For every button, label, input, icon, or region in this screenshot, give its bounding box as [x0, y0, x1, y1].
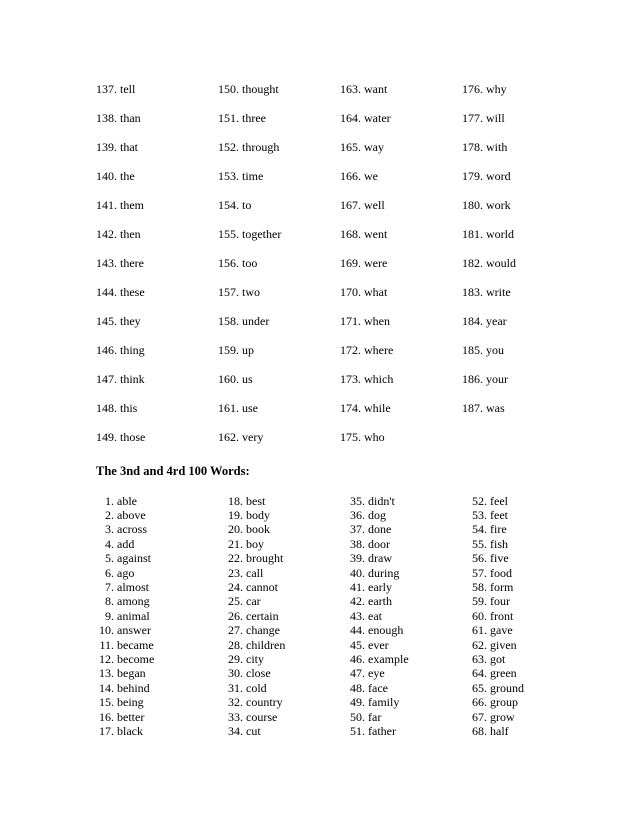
word-entry	[469, 494, 591, 509]
word-entry: 175. who	[340, 430, 385, 444]
word-text: across	[117, 522, 147, 537]
word-row	[96, 724, 591, 738]
word-entry	[96, 508, 218, 523]
word-entry	[469, 666, 591, 681]
word-number: 10.	[99, 623, 114, 638]
word-number: 42.	[350, 594, 365, 609]
word-number: 52.	[472, 493, 487, 508]
word-entry: 143. there	[96, 256, 144, 270]
word-number: 41.	[350, 580, 365, 595]
word-text: began	[117, 666, 146, 681]
word-text: got	[490, 652, 506, 666]
word-number: 45.	[350, 637, 365, 652]
word-text: family	[368, 695, 400, 710]
word-number: 39.	[350, 551, 365, 566]
word-list-137-187	[96, 75, 584, 452]
word-number: 53.	[472, 508, 487, 523]
word-number: 65.	[472, 680, 487, 695]
word-text: feet	[490, 508, 508, 523]
word-row	[96, 652, 591, 666]
word-text: close	[246, 666, 271, 681]
word-number: 32.	[228, 695, 243, 710]
word-row	[96, 681, 591, 695]
word-text: form	[490, 580, 514, 595]
word-number: 58.	[472, 580, 487, 595]
word-text: given	[490, 637, 517, 652]
word-entry: 176. why	[462, 82, 507, 96]
word-entry: 144. these	[96, 285, 145, 299]
word-text: certain	[246, 608, 279, 623]
word-text: being	[117, 695, 144, 710]
word-entry	[96, 551, 218, 566]
word-number: 56.	[472, 551, 487, 566]
word-entry: 154. to	[218, 198, 252, 212]
word-number: 37.	[350, 522, 365, 537]
word-entry: 141. them	[96, 198, 144, 212]
word-entry	[469, 566, 591, 581]
word-text: almost	[117, 580, 149, 595]
word-number: 24.	[228, 580, 243, 595]
word-text: front	[490, 608, 514, 623]
word-entry	[96, 609, 218, 624]
word-entry: 160. us	[218, 372, 253, 386]
word-entry	[469, 710, 591, 725]
word-entry	[347, 638, 469, 653]
word-text: book	[246, 522, 270, 537]
word-row	[96, 638, 591, 652]
word-text: example	[368, 652, 409, 666]
word-number: 63.	[472, 652, 487, 666]
word-number: 11.	[99, 637, 114, 652]
word-number: 62.	[472, 637, 487, 652]
word-number: 46.	[350, 652, 365, 666]
word-row	[96, 365, 584, 394]
word-entry: 152. through	[218, 140, 280, 154]
word-entry	[469, 724, 591, 739]
word-number: 7.	[105, 580, 114, 595]
word-entry	[469, 522, 591, 537]
word-number: 60.	[472, 608, 487, 623]
word-row	[96, 566, 591, 580]
word-text: able	[117, 493, 137, 508]
word-entry	[469, 551, 591, 566]
word-entry: 158. under	[218, 314, 270, 328]
word-number: 54.	[472, 522, 487, 537]
word-number: 43.	[350, 608, 365, 623]
word-text: food	[490, 565, 512, 580]
word-text: group	[490, 695, 518, 710]
word-entry	[347, 681, 469, 696]
word-text: animal	[117, 608, 150, 623]
word-row	[96, 191, 584, 220]
word-entry: 155. together	[218, 227, 282, 241]
word-text: became	[117, 637, 154, 652]
word-entry: 185. you	[462, 343, 504, 357]
word-entry	[469, 638, 591, 653]
word-entry	[469, 537, 591, 552]
word-entry: 165. way	[340, 140, 384, 154]
word-text: done	[368, 522, 392, 537]
word-entry	[96, 681, 218, 696]
word-entry: 179. word	[462, 169, 511, 183]
word-entry	[96, 580, 218, 595]
word-number: 28.	[228, 637, 243, 652]
word-entry	[347, 508, 469, 523]
word-entry	[218, 494, 347, 509]
word-text: green	[490, 666, 517, 681]
word-entry: 173. which	[340, 372, 394, 386]
word-entry: 177. will	[462, 111, 505, 125]
word-number: 3.	[105, 522, 114, 537]
word-text: enough	[368, 623, 404, 638]
word-entry: 182. would	[462, 256, 516, 270]
word-text: above	[117, 508, 146, 523]
word-entry: 169. were	[340, 256, 388, 270]
word-text: draw	[368, 551, 392, 566]
word-row	[96, 695, 591, 709]
word-entry: 186. your	[462, 372, 508, 386]
word-entry: 161. use	[218, 401, 258, 415]
word-text: half	[490, 723, 509, 738]
word-entry	[218, 551, 347, 566]
word-text: father	[368, 723, 396, 738]
word-entry	[347, 695, 469, 710]
word-entry	[96, 666, 218, 681]
word-row	[96, 394, 584, 423]
word-number: 30.	[228, 666, 243, 681]
word-text: become	[117, 652, 155, 666]
word-entry: 167. well	[340, 198, 385, 212]
word-entry	[96, 638, 218, 653]
word-text: car	[246, 594, 261, 609]
word-text: children	[246, 637, 286, 652]
word-entry	[96, 494, 218, 509]
word-number: 36.	[350, 508, 365, 523]
word-number: 15.	[99, 695, 114, 710]
word-text: better	[117, 709, 145, 724]
word-number: 29.	[228, 652, 243, 666]
word-entry	[218, 666, 347, 681]
word-entry	[218, 681, 347, 696]
word-entry: 180. work	[462, 198, 511, 212]
word-row	[96, 595, 591, 609]
word-entry	[469, 580, 591, 595]
word-entry: 153. time	[218, 169, 264, 183]
word-text: earth	[368, 594, 392, 609]
word-text: feel	[490, 493, 508, 508]
word-text: dog	[368, 508, 386, 523]
word-text: four	[490, 594, 510, 609]
word-text: add	[117, 536, 135, 551]
word-list-1-68	[96, 494, 591, 739]
word-text: eye	[368, 666, 385, 681]
word-entry	[347, 580, 469, 595]
word-row	[96, 133, 584, 162]
word-number: 61.	[472, 623, 487, 638]
word-row	[96, 423, 584, 452]
word-entry	[469, 609, 591, 624]
word-text: behind	[117, 680, 150, 695]
word-entry: 166. we	[340, 169, 378, 183]
word-entry: 183. write	[462, 285, 511, 299]
word-entry	[218, 652, 347, 667]
word-text: body	[246, 508, 270, 523]
word-row	[96, 609, 591, 623]
word-number: 38.	[350, 536, 365, 551]
word-entry: 174. while	[340, 401, 391, 415]
word-number: 35.	[350, 493, 365, 508]
word-text: city	[246, 652, 264, 666]
word-entry	[347, 609, 469, 624]
word-text: ever	[368, 637, 389, 652]
word-row	[96, 667, 591, 681]
word-entry: 148. this	[96, 401, 138, 415]
word-entry	[218, 508, 347, 523]
word-entry: 164. water	[340, 111, 391, 125]
word-entry: 139. that	[96, 140, 138, 154]
word-entry	[96, 594, 218, 609]
word-entry: 159. up	[218, 343, 254, 357]
word-entry	[347, 652, 469, 667]
word-entry	[347, 537, 469, 552]
word-entry	[96, 522, 218, 537]
word-number: 31.	[228, 680, 243, 695]
word-entry	[347, 566, 469, 581]
word-entry	[218, 638, 347, 653]
word-entry: 181. world	[462, 227, 514, 241]
word-text: best	[246, 493, 266, 508]
word-row	[96, 162, 584, 191]
word-row	[96, 249, 584, 278]
word-entry	[218, 623, 347, 638]
word-text: country	[246, 695, 283, 710]
word-entry	[469, 594, 591, 609]
word-entry	[96, 566, 218, 581]
word-number: 19.	[228, 508, 243, 523]
word-entry: 142. then	[96, 227, 141, 241]
word-number: 59.	[472, 594, 487, 609]
word-number: 49.	[350, 695, 365, 710]
word-text: course	[246, 709, 278, 724]
word-entry	[218, 609, 347, 624]
word-row	[96, 278, 584, 307]
word-text: cannot	[246, 580, 278, 595]
word-entry	[96, 710, 218, 725]
word-number: 4.	[105, 536, 114, 551]
word-number: 50.	[350, 709, 365, 724]
word-number: 47.	[350, 666, 365, 681]
word-text: ago	[117, 565, 135, 580]
word-entry: 137. tell	[96, 82, 136, 96]
word-entry: 151. three	[218, 111, 266, 125]
word-number: 1.	[105, 493, 114, 508]
word-text: answer	[117, 623, 151, 638]
word-entry: 149. those	[96, 430, 146, 444]
word-text: gave	[490, 623, 513, 638]
word-entry	[347, 623, 469, 638]
word-text: boy	[246, 536, 264, 551]
word-entry: 156. too	[218, 256, 258, 270]
word-number: 8.	[105, 594, 114, 609]
word-text: call	[246, 565, 264, 580]
word-text: didn't	[368, 493, 395, 508]
word-entry: 168. went	[340, 227, 388, 241]
word-entry: 140. the	[96, 169, 135, 183]
word-text: fish	[490, 536, 508, 551]
word-entry	[96, 695, 218, 710]
word-entry: 162. very	[218, 430, 264, 444]
word-entry	[218, 566, 347, 581]
word-entry	[347, 666, 469, 681]
word-row	[96, 537, 591, 551]
word-entry: 187. was	[462, 401, 505, 415]
word-entry	[218, 594, 347, 609]
word-entry	[218, 710, 347, 725]
word-number: 20.	[228, 522, 243, 537]
word-entry	[469, 623, 591, 638]
word-entry: 178. with	[462, 140, 508, 154]
word-number: 5.	[105, 551, 114, 566]
word-text: grow	[490, 709, 515, 724]
word-entry: 172. where	[340, 343, 394, 357]
word-text: cut	[246, 723, 261, 738]
word-number: 25.	[228, 594, 243, 609]
word-entry	[218, 537, 347, 552]
word-text: far	[368, 709, 382, 724]
word-number: 16.	[99, 709, 114, 724]
word-entry: 184. year	[462, 314, 507, 328]
word-text: fire	[490, 522, 507, 537]
word-number: 27.	[228, 623, 243, 638]
word-number: 9.	[105, 608, 114, 623]
word-number: 13.	[99, 666, 114, 681]
word-text: face	[368, 680, 388, 695]
word-entry: 150. thought	[218, 82, 279, 96]
word-row	[96, 494, 591, 508]
word-entry	[218, 724, 347, 739]
word-number: 12.	[99, 652, 114, 666]
word-number: 18.	[228, 493, 243, 508]
word-number: 44.	[350, 623, 365, 638]
word-number: 68.	[472, 723, 487, 738]
word-entry: 163. want	[340, 82, 388, 96]
word-entry	[218, 522, 347, 537]
word-number: 55.	[472, 536, 487, 551]
word-entry	[347, 710, 469, 725]
word-number: 17.	[99, 723, 114, 738]
word-entry	[347, 522, 469, 537]
word-entry: 157. two	[218, 285, 260, 299]
word-number: 57.	[472, 565, 487, 580]
word-number: 22.	[228, 551, 243, 566]
word-entry	[469, 681, 591, 696]
word-entry: 171. when	[340, 314, 390, 328]
word-row	[96, 710, 591, 724]
word-entry	[218, 695, 347, 710]
word-number: 66.	[472, 695, 487, 710]
word-text: change	[246, 623, 280, 638]
word-text: black	[117, 723, 143, 738]
word-number: 2.	[105, 508, 114, 523]
word-text: among	[117, 594, 150, 609]
word-row	[96, 523, 591, 537]
word-number: 34.	[228, 723, 243, 738]
word-row	[96, 104, 584, 133]
word-text: five	[490, 551, 509, 566]
word-entry	[347, 594, 469, 609]
word-entry	[96, 652, 218, 667]
word-row	[96, 624, 591, 638]
word-row	[96, 336, 584, 365]
word-entry	[96, 537, 218, 552]
word-entry: 146. thing	[96, 343, 145, 357]
section-heading: The 3nd and 4rd 100 Words:	[96, 464, 250, 478]
word-number: 51.	[350, 723, 365, 738]
word-entry	[96, 623, 218, 638]
word-number: 23.	[228, 565, 243, 580]
word-entry: 147. think	[96, 372, 145, 386]
word-row	[96, 508, 591, 522]
word-entry	[218, 580, 347, 595]
word-number: 67.	[472, 709, 487, 724]
word-row	[96, 75, 584, 104]
word-entry	[347, 494, 469, 509]
word-entry	[347, 551, 469, 566]
word-text: against	[117, 551, 151, 566]
word-text: eat	[368, 608, 382, 623]
word-number: 26.	[228, 608, 243, 623]
word-number: 6.	[105, 565, 114, 580]
word-entry	[469, 508, 591, 523]
word-number: 21.	[228, 536, 243, 551]
word-entry	[347, 724, 469, 739]
word-text: cold	[246, 680, 267, 695]
word-row	[96, 552, 591, 566]
word-number: 40.	[350, 565, 365, 580]
word-row	[96, 307, 584, 336]
word-entry: 145. they	[96, 314, 141, 328]
word-text: brought	[246, 551, 284, 566]
word-entry: 170. what	[340, 285, 388, 299]
word-row	[96, 580, 591, 594]
word-entry: 138. than	[96, 111, 141, 125]
word-number: 48.	[350, 680, 365, 695]
word-number: 64.	[472, 666, 487, 681]
word-entry	[469, 652, 591, 667]
word-text: early	[368, 580, 392, 595]
word-entry	[96, 724, 218, 739]
word-number: 33.	[228, 709, 243, 724]
word-text: door	[368, 536, 390, 551]
word-text: ground	[490, 680, 524, 695]
word-text: during	[368, 565, 400, 580]
word-number: 14.	[99, 680, 114, 695]
word-entry	[469, 695, 591, 710]
word-row	[96, 220, 584, 249]
